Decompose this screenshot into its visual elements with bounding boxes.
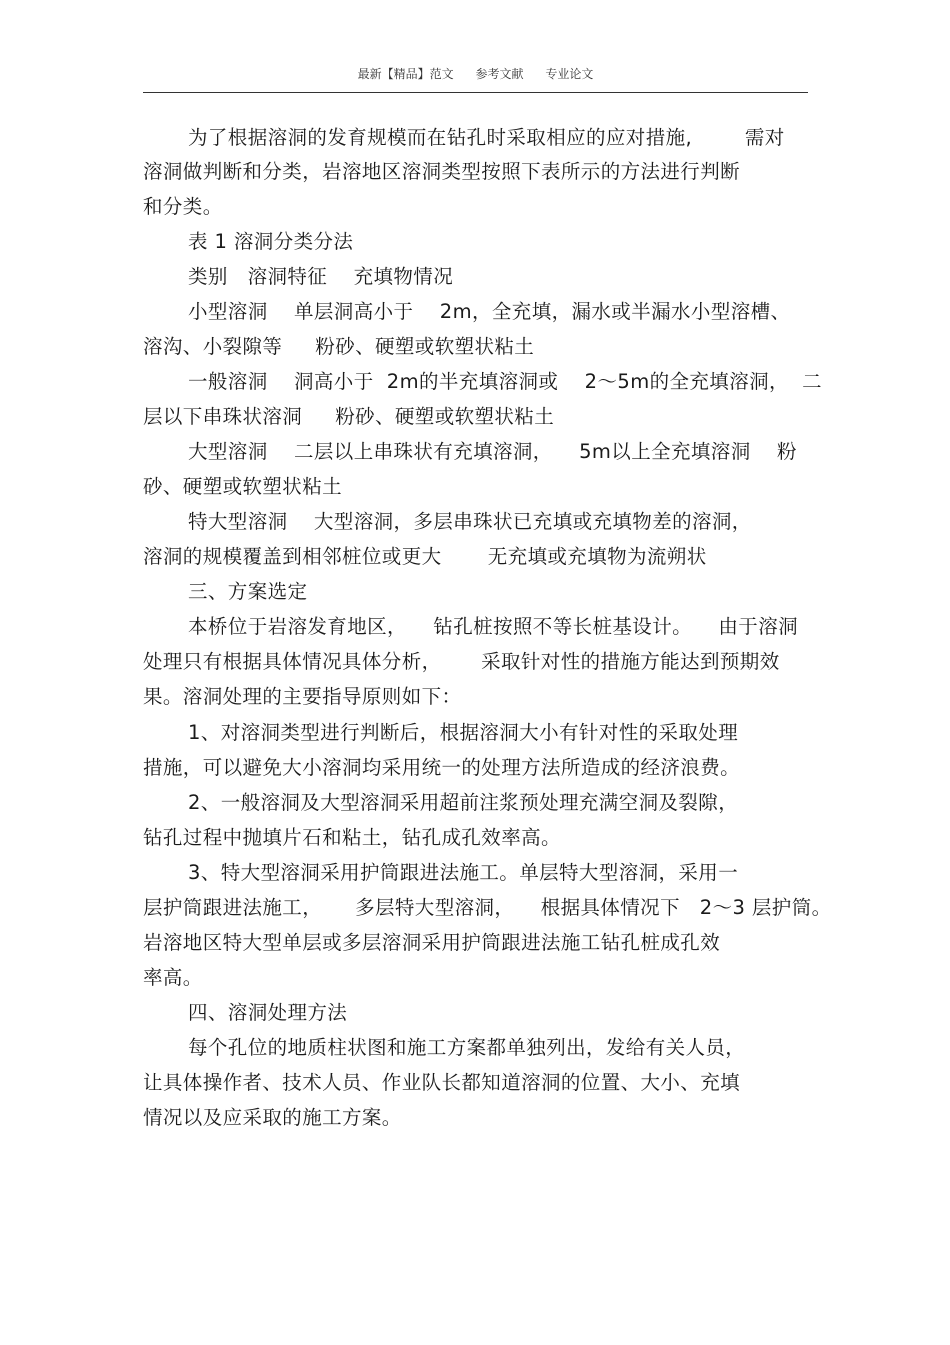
text-line: 2、一般溶洞及大型溶洞采用超前注浆预处理充满空洞及裂隙， (188, 791, 739, 814)
section-heading: 三、方案选定 (188, 580, 308, 603)
text-line: 特大型溶洞 大型溶洞，多层串珠状已充填或充填物差的溶洞， (188, 510, 752, 533)
text-line: 情况以及应采取的施工方案。 (143, 1106, 402, 1129)
text-line: 钻孔过程中抛填片石和粘土，钻孔成孔效率高。 (143, 826, 561, 849)
page-header (143, 62, 808, 93)
text-line: 小型溶洞 单层洞高小于 2m，全充填，漏水或半漏水小型溶槽、 (188, 300, 791, 323)
text-line: 层以下串珠状溶洞 粉砂、硬塑或软塑状粘土 (143, 405, 555, 428)
text-line: 砂、硬塑或软塑状粘土 (143, 475, 343, 498)
text-line: 3、特大型溶洞采用护筒跟进法施工。单层特大型溶洞，采用一 (188, 861, 739, 884)
text-line: 让具体操作者、技术人员、作业队长都知道溶洞的位置、大小、充填 (143, 1071, 741, 1094)
text-line: 一般溶洞 洞高小于 2m的半充填溶洞或 2～5m的全充填溶洞， 二 (188, 370, 822, 393)
text-line: 处理只有根据具体情况具体分析， 采取针对性的措施方能达到预期效 (143, 650, 780, 673)
table-caption: 表 1 溶洞分类分法 (188, 230, 354, 253)
text-line: 大型溶洞 二层以上串珠状有充填溶洞， 5m以上全充填溶洞 粉 (188, 440, 797, 463)
text-line: 溶洞的规模覆盖到相邻桩位或更大 无充填或充填物为流朔状 (143, 545, 707, 568)
text-line: 1、对溶洞类型进行判断后，根据溶洞大小有针对性的采取处理 (188, 721, 739, 744)
section-heading: 四、溶洞处理方法 (188, 1001, 348, 1024)
text-line: 溶洞做判断和分类，岩溶地区溶洞类型按照下表所示的方法进行判断 (143, 160, 741, 183)
text-line: 和分类。 (143, 195, 223, 218)
text-line: 为了根据溶洞的发育规模而在钻孔时采取相应的应对措施, 需对 (188, 126, 785, 149)
table-header-line: 类别 溶洞特征 充填物情况 (188, 265, 454, 288)
text-line: 层护筒跟进法施工， 多层特大型溶洞， 根据具体情况下 2～3 层护筒。 (143, 896, 832, 919)
text-line: 溶沟、小裂隙等 粉砂、硬塑或软塑状粘土 (143, 335, 535, 358)
text-line: 果。溶洞处理的主要指导原则如下： (143, 685, 462, 708)
header-item-cankao: 参考文献 (475, 67, 524, 81)
text-line: 每个孔位的地质柱状图和施工方案都单独列出，发给有关人员， (188, 1036, 746, 1059)
text-line: 岩溶地区特大型单层或多层溶洞采用护筒跟进法施工钻孔桩成孔效 (143, 931, 721, 954)
text-line: 措施，可以避免大小溶洞均采用统一的处理方法所造成的经济浪费。 (143, 756, 741, 779)
text-line: 本桥位于岩溶发育地区， 钻孔桩按照不等长桩基设计。 由于溶洞 (188, 615, 798, 638)
text-line: 率高。 (143, 966, 203, 989)
header-item-lunwen: 专业论文 (545, 67, 594, 81)
header-item-fanwen: 最新【精品】范文 (357, 67, 454, 81)
